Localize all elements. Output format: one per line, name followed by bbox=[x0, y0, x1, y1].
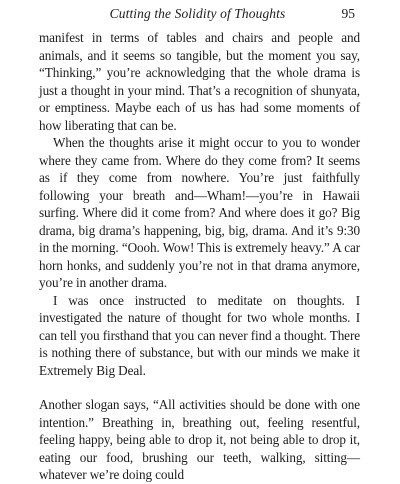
running-head bbox=[40, 6, 355, 26]
running-title: Cutting the Solidity of Thoughts bbox=[109, 6, 286, 21]
body-text bbox=[39, 29, 360, 484]
page-number: 95 bbox=[341, 6, 355, 21]
paragraph-continued: manifest in terms of tables and chairs and people and animals, and it seems so tangible, but the moment you say, “Thinking,” you’re acknowledging that the whole drama is just a thought in your mind. That’s a recognition of shunyata, or emptiness. Maybe each of us has had some moments of how liberating that can be. bbox=[39, 30, 360, 133]
paragraph-another-slogan: Another slogan says, “All activities should be done with one intention.” Breathing in, breathing out, feeling resentful, feeling happy, being able to drop it, not being able to drop it, eating our food, brushing our teeth, walking, sitting—whatever we’re doing could bbox=[39, 397, 360, 482]
paragraph-meditate-on-thoughts: I was once instructed to meditate on thoughts. I investigated the nature of thought for two whole months. I can tell you firsthand that you can never find a thought. There is nothing there of substance, but with our minds we make it Extremely Big Deal. bbox=[39, 292, 360, 378]
paragraph-thoughts-arise: When the thoughts arise it might occur to you to wonder where they came from. Where do they come from? It seems as if they come from nowhere. You’re just faithfully following your breath and—Wham!—you’re in Hawaii surfing. Where did it come from? And where does it go? Big drama, big drama’s happening, big, big, drama. And it’s 9:30 in the morning. “Oooh. Wow! This is extremely heavy.” A car horn honks, and suddenly you’re not in that drama anymore, you’re in another drama. bbox=[39, 135, 360, 290]
